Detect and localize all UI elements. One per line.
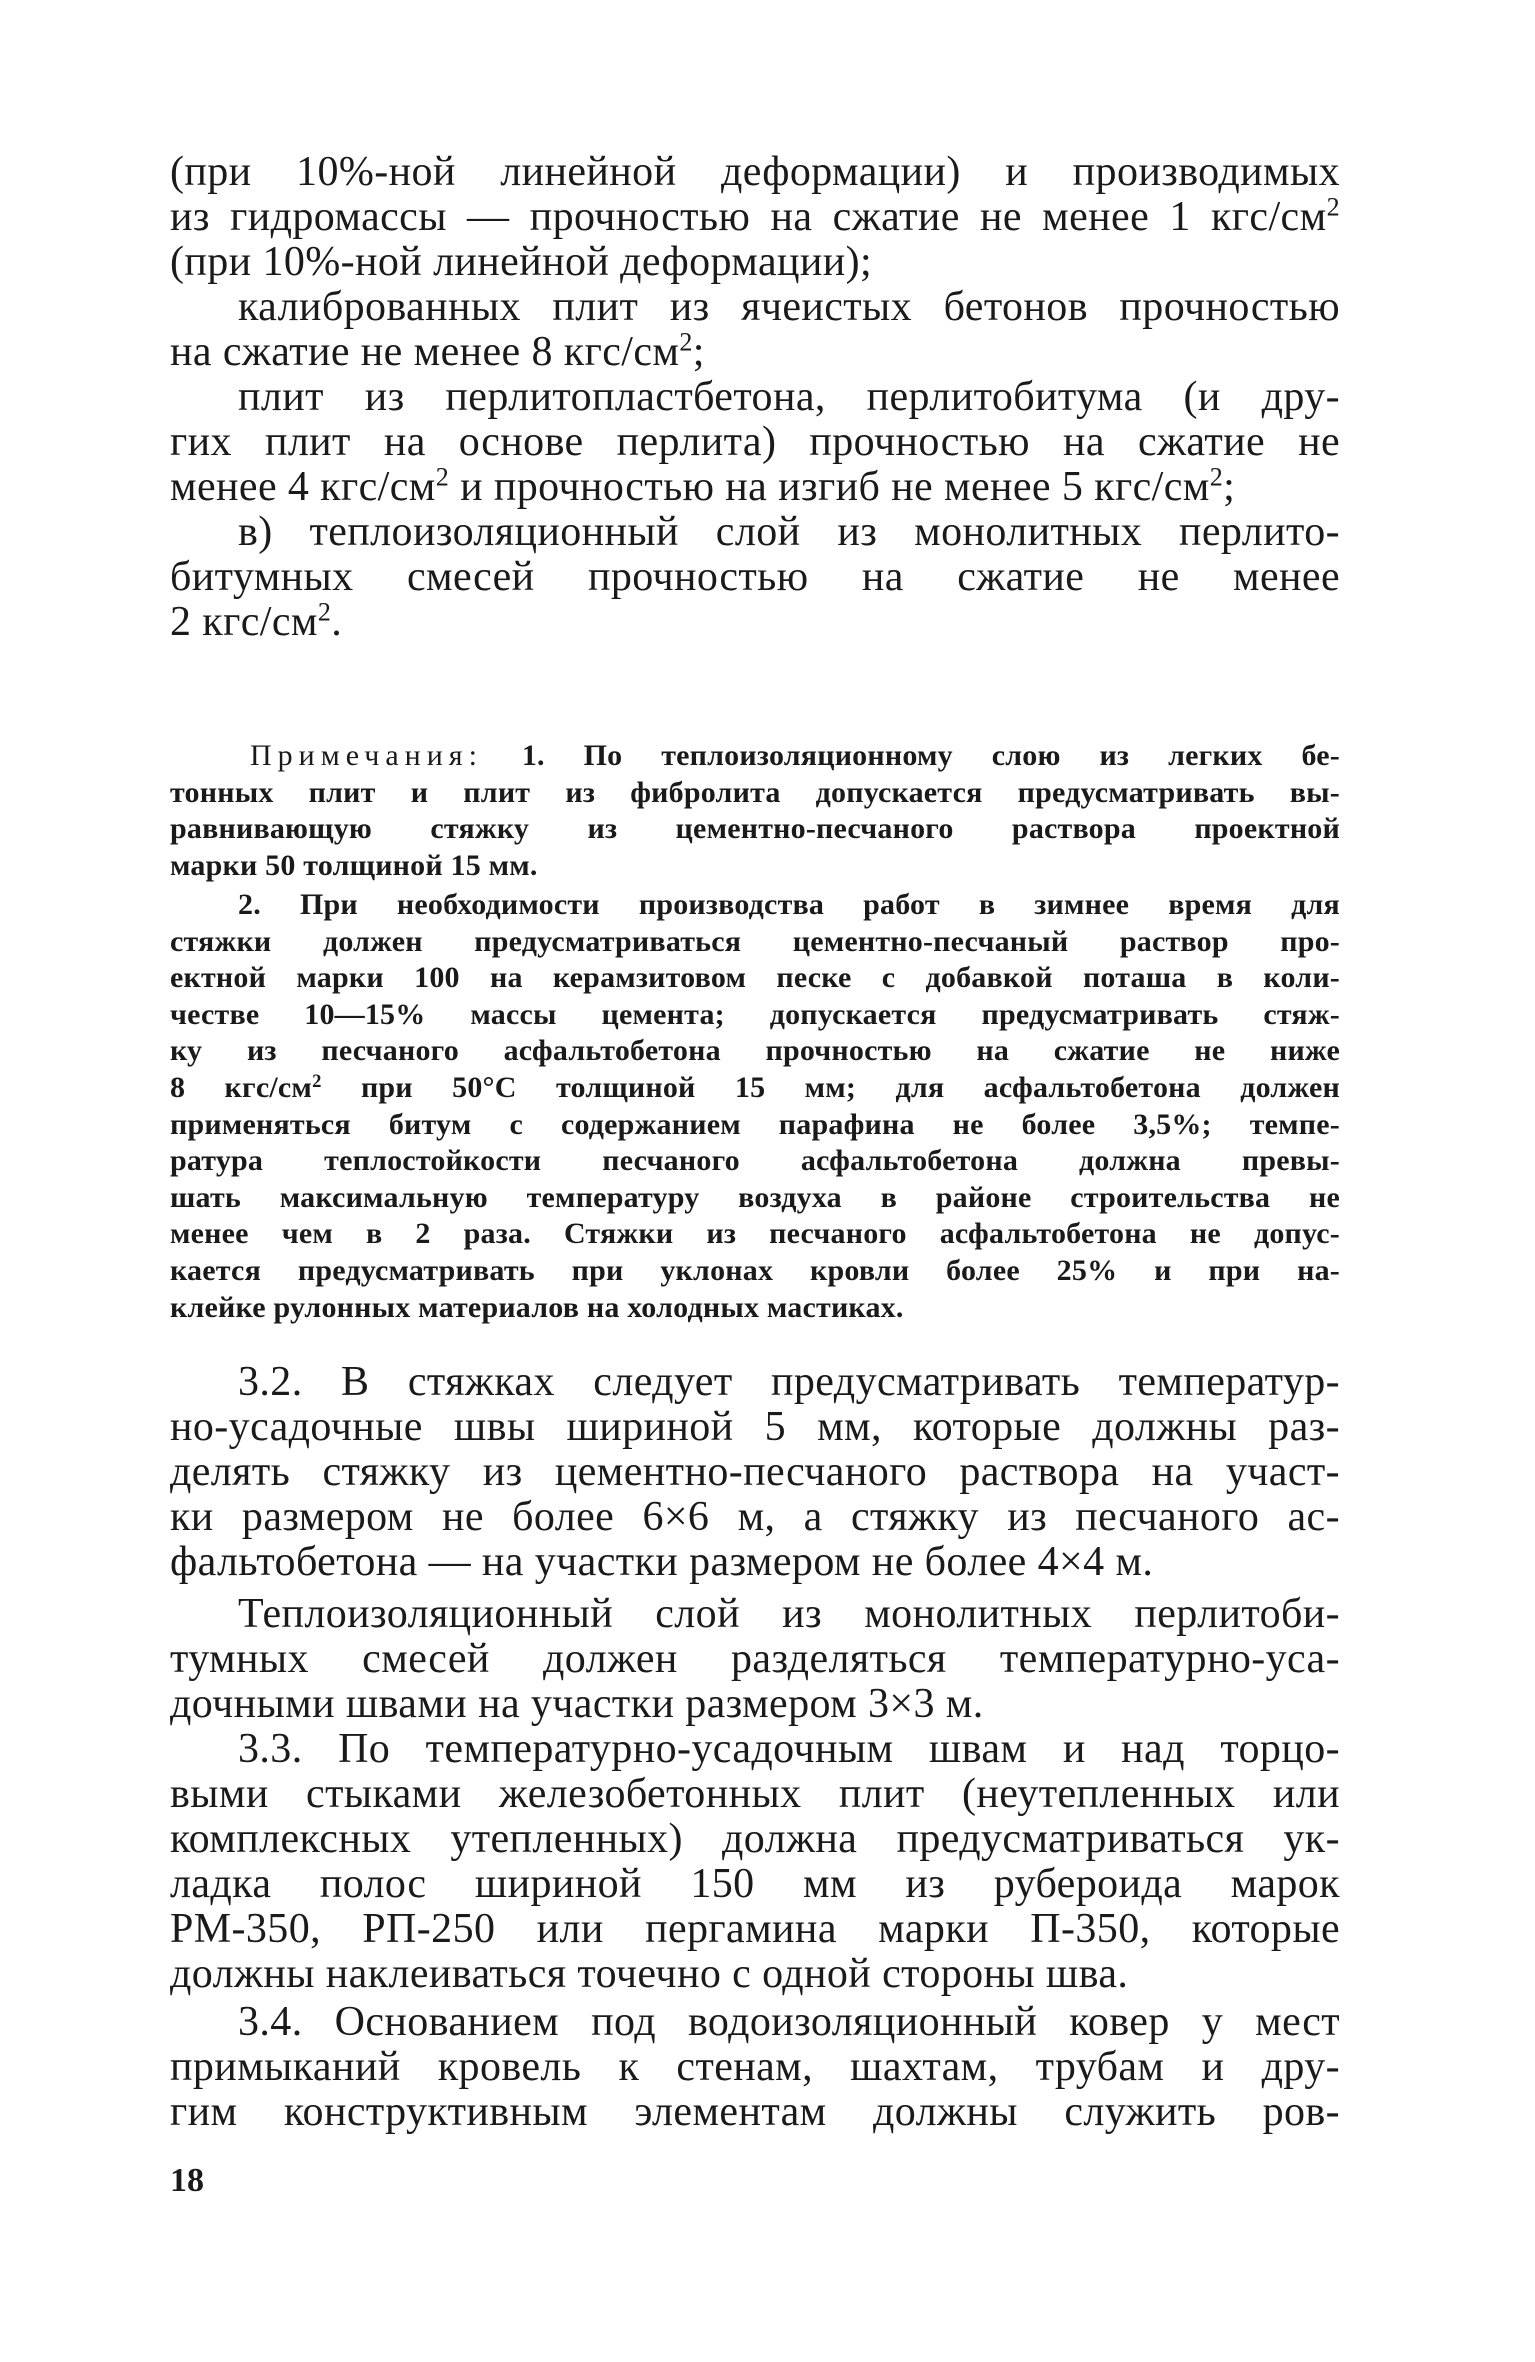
text-line: гим конструктивным элементам должны служить ров- bbox=[170, 2090, 1340, 2135]
text-line: честве 10—15% массы цемента; допускается предусматривать стяж- bbox=[170, 997, 1340, 1031]
text-line: гих плит на основе перлита) прочностью на сжатие не bbox=[170, 420, 1340, 465]
text-line: стяжки должен предусматриваться цементно-песчаный раствор про- bbox=[170, 924, 1340, 958]
text-line: выми стыками железобетонных плит (неутепленных или bbox=[170, 1772, 1340, 1817]
text-line: комплексных утепленных) должна предусматриваться ук- bbox=[170, 1817, 1340, 1862]
text-line: кается предусматривать при уклонах кровли более 25% и при на- bbox=[170, 1253, 1340, 1287]
text-line: 2. При необходимости производства работ в зимнее время для bbox=[238, 888, 1340, 921]
paragraph-monolithic-layer bbox=[170, 510, 1340, 645]
note-label: Примечания: bbox=[250, 739, 483, 772]
note-2 bbox=[170, 887, 1340, 1326]
section-3-2 bbox=[170, 1360, 1340, 1585]
paragraph-deformation bbox=[170, 150, 1340, 285]
text-line: примыканий кровель к стенам, шахтам, трубам и дру- bbox=[170, 2045, 1340, 2090]
text-line: калиброванных плит из ячеистых бетонов прочностью bbox=[238, 285, 1340, 330]
text-line: тумных смесей должен разделяться температурно-уса- bbox=[170, 1637, 1340, 1682]
text-line: РМ-350, РП-250 или пергамина марки П-350, которые bbox=[170, 1907, 1340, 1952]
text-line: марки 50 толщиной 15 мм. bbox=[170, 848, 538, 882]
text-line: 3.3. По температурно-усадочным швам и над торцо- bbox=[238, 1727, 1340, 1772]
section-3-3 bbox=[170, 1727, 1340, 1997]
text-line: шать максимальную температуру воздуха в районе строительства не bbox=[170, 1180, 1340, 1214]
text-line: фальтобетона — на участки размером не более 4×4 м. bbox=[170, 1540, 1154, 1585]
text-line: тонных плит и плит из фибролита допускается предусматривать вы- bbox=[170, 775, 1340, 809]
text-line: дочными швами на участки размером 3×3 м. bbox=[170, 1682, 984, 1727]
text-line: ки размером не более 6×6 м, а стяжку из песчаного ас- bbox=[170, 1495, 1340, 1540]
text-line: битумных смесей прочностью на сжатие не менее bbox=[170, 555, 1340, 600]
text-line: Теплоизоляционный слой из монолитных перлитоби- bbox=[238, 1592, 1340, 1637]
note-first-line bbox=[170, 738, 1340, 775]
text-line: равнивающую стяжку из цементно-песчаного раствора проектной bbox=[170, 812, 1340, 846]
text-line: (при 10%-ной линейной деформации); bbox=[170, 240, 873, 285]
note-text: 1. По теплоизоляционному слою из легких бе- bbox=[521, 739, 1340, 772]
paragraph-calibrated-plates bbox=[170, 285, 1340, 375]
paragraph-perlite-plates bbox=[170, 375, 1340, 510]
text-line: менее 4 кгс/$см^2$ и прочностью на изгиб не менее 5 кгс/$см^2$; bbox=[170, 465, 1236, 510]
text-line: ладка полос шириной 150 мм из рубероида марок bbox=[170, 1862, 1340, 1907]
paragraph-thermal-layer-joints bbox=[170, 1592, 1340, 1727]
text-line: 2 кгс/$см^2$. bbox=[170, 600, 343, 645]
text-line: делять стяжку из цементно-песчаного раствора на участ- bbox=[170, 1450, 1340, 1495]
note-1 bbox=[170, 738, 1340, 884]
text-line: менее чем в 2 раза. Стяжки из песчаного асфальтобетона не допус- bbox=[170, 1217, 1340, 1251]
text-line: из гидромассы — прочностью на сжатие не менее 1 кгс/$см^2$ bbox=[170, 195, 1340, 240]
text-line: плит из перлитопластбетона, перлитобитума (и дру- bbox=[238, 375, 1340, 420]
text-line: в) теплоизоляционный слой из монолитных перлито- bbox=[238, 510, 1340, 555]
text-line: на сжатие не менее 8 кгс/$см^2$; bbox=[170, 330, 705, 375]
text-line: клейке рулонных материалов на холодных мастиках. bbox=[170, 1290, 904, 1324]
page-number: 18 bbox=[170, 2162, 204, 2199]
text-line: (при 10%-ной линейной деформации) и производимых bbox=[170, 150, 1340, 195]
text-line: 3.4. Основанием под водоизоляционный ковер у мест bbox=[238, 2000, 1340, 2045]
text-line: ратура теплостойкости песчаного асфальтобетона должна превы- bbox=[170, 1144, 1340, 1178]
text-line: ектной марки 100 на керамзитовом песке с добавкой поташа в коли- bbox=[170, 961, 1340, 995]
text-line: ку из песчаного асфальтобетона прочностью на сжатие не ниже bbox=[170, 1034, 1340, 1068]
text-line: 8 кгс/$см^2$ при 50°С толщиной 15 мм; для асфальтобетона должен bbox=[170, 1070, 1340, 1104]
text-line: должны наклеиваться точечно с одной стороны шва. bbox=[170, 1952, 1129, 1997]
text-line: применяться битум с содержанием парафина не более 3,5%; темпе- bbox=[170, 1107, 1340, 1141]
text-line: но-усадочные швы шириной 5 мм, которые должны раз- bbox=[170, 1405, 1340, 1450]
section-3-4 bbox=[170, 2000, 1340, 2135]
text-line: 3.2. В стяжках следует предусматривать температур- bbox=[238, 1360, 1340, 1405]
